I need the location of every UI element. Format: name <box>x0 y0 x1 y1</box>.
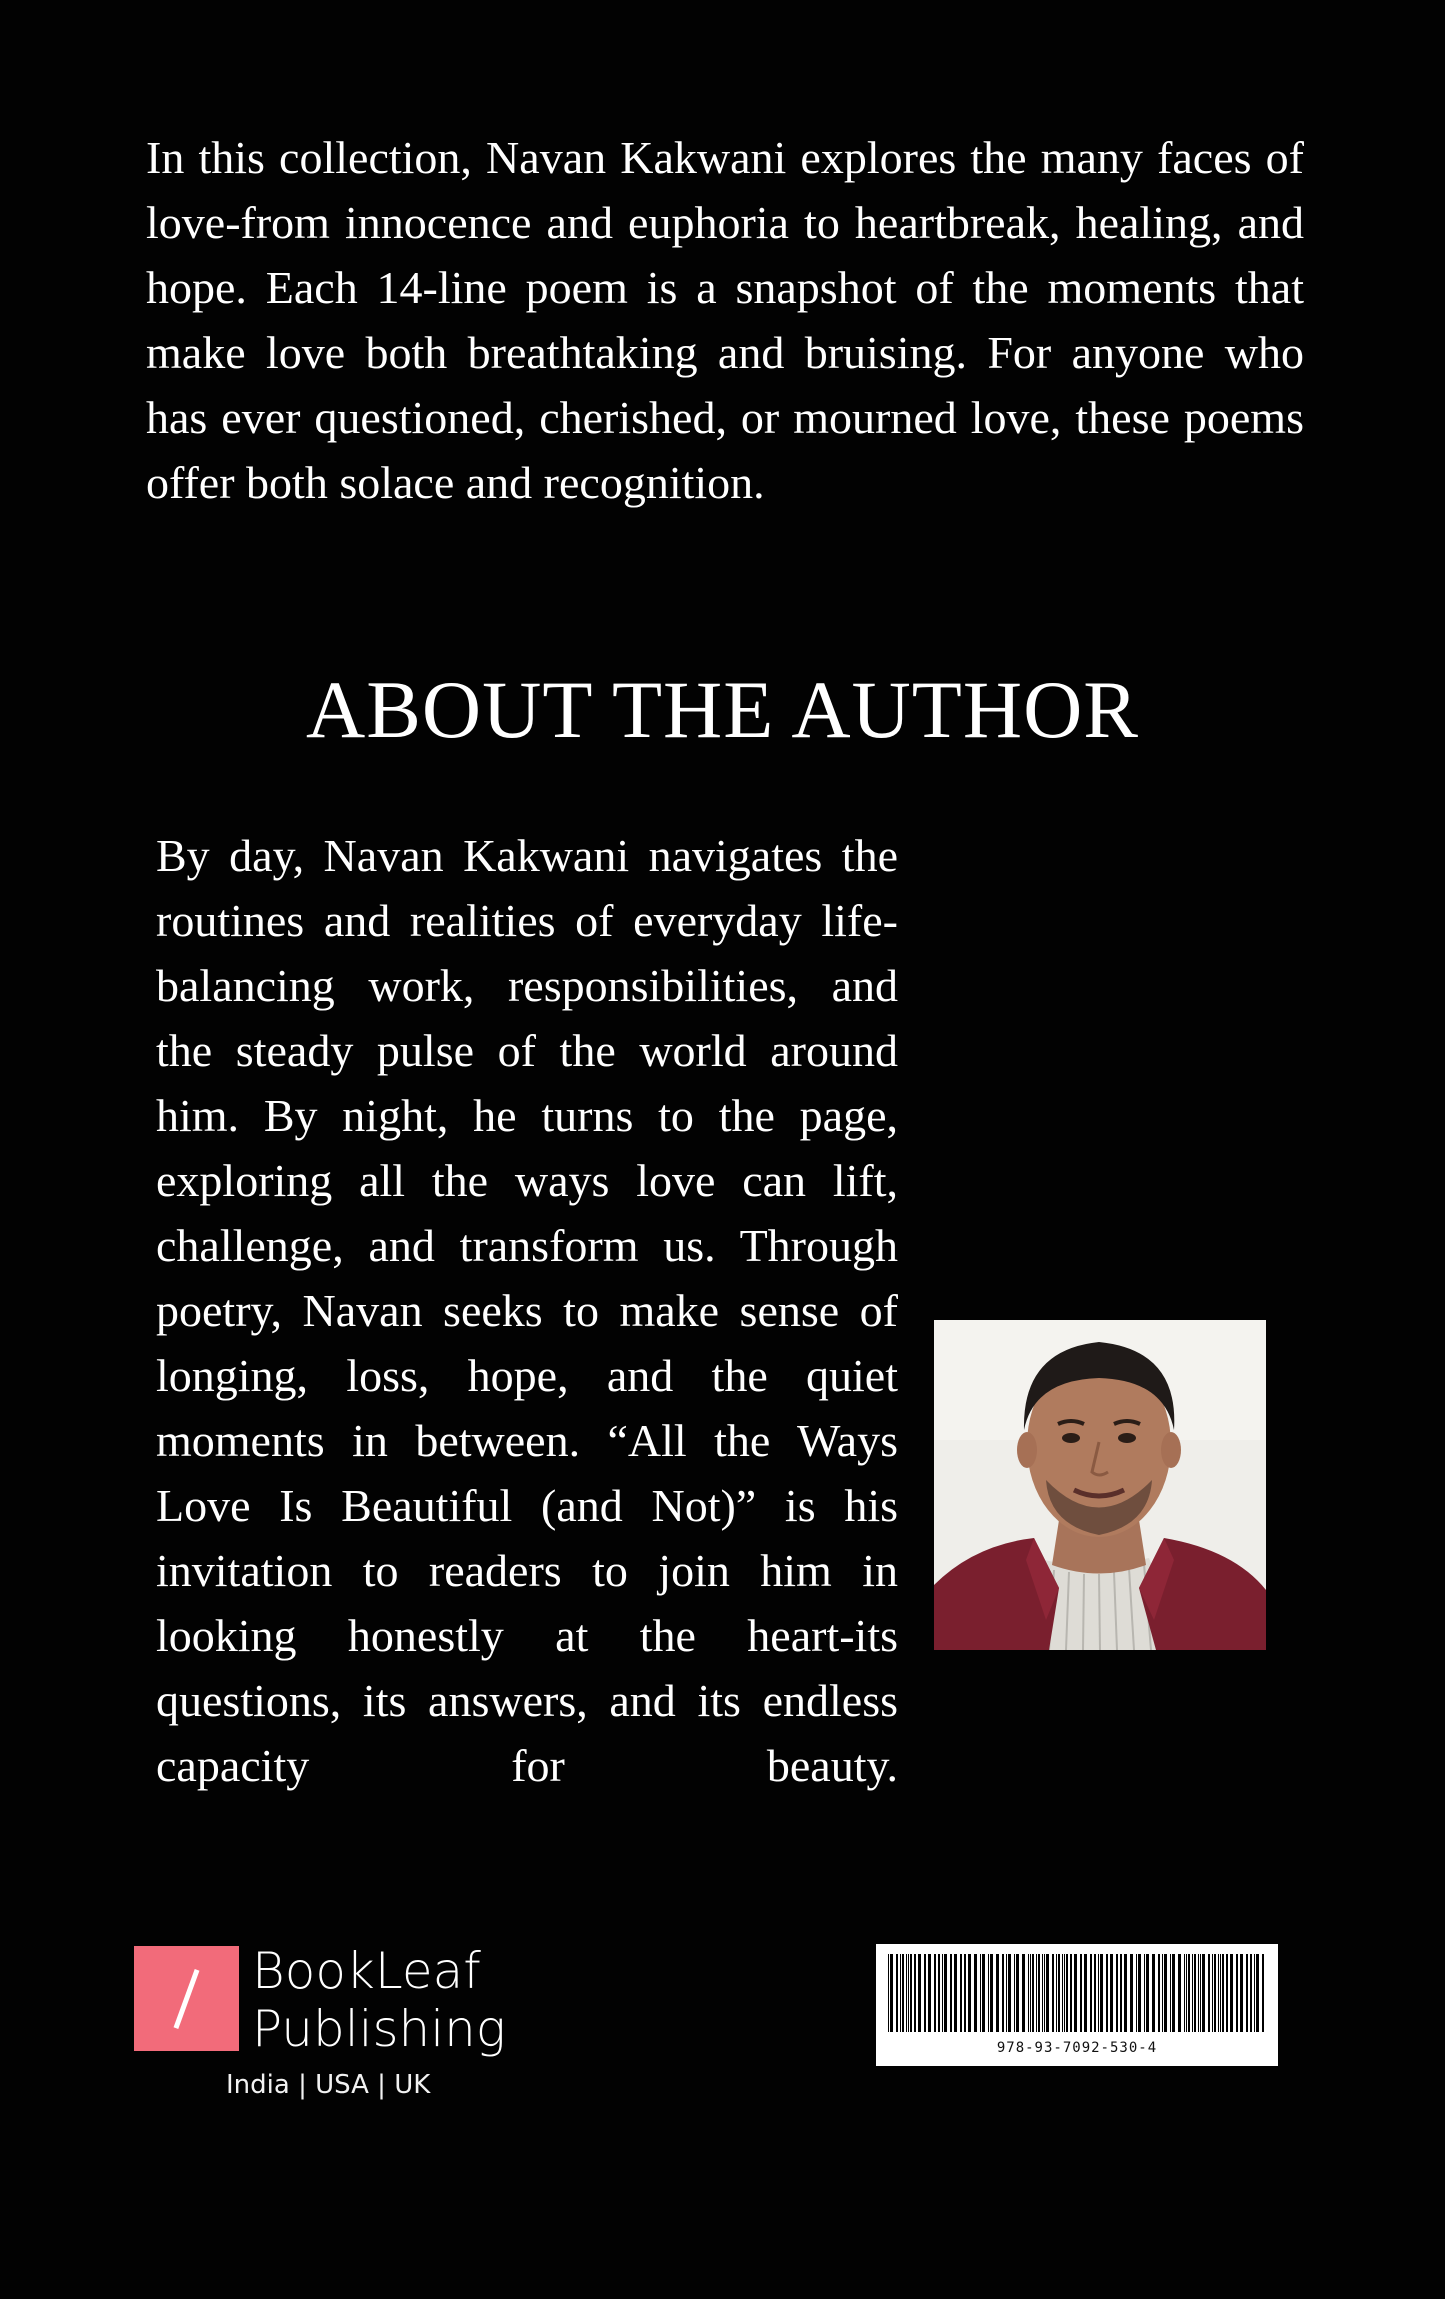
isbn-barcode <box>876 1944 1278 2066</box>
barcode-bars-icon <box>876 1944 1278 2040</box>
publisher-name <box>252 1942 506 2058</box>
publisher-regions: India | USA | UK <box>226 2070 431 2100</box>
about-author-heading: ABOUT THE AUTHOR <box>306 664 1139 755</box>
bookleaf-slash-icon <box>134 1946 239 2051</box>
author-bio: By day, Navan Kakwani navigates the routines and realities of everyday life-balancing work, responsibilities, and the steady pulse of the world around him. By night, he turns to the page, exploring all the ways love can lift, challenge, and transform us. Through poetry, Navan seeks to make sense of longing, loss, hope, and the quiet moments in between. “All the Ways Love Is Beautiful (and Not)” is his invitation to readers to join him in looking honestly at the heart-its questions, its answers, and its endless capacity for beauty. <box>156 830 898 1791</box>
publisher-name-line1: BookLeaf <box>252 1942 481 2000</box>
author-photo <box>934 1320 1266 1650</box>
back-cover-blurb: In this collection, Navan Kakwani explores the many faces of love-from innocence and euphoria to heartbreak, healing, and hope. Each 14-line poem is a snapshot of the moments that make love both breathtaking and bruising. For anyone who has ever questioned, cherished, or mourned love, these poems offer both solace and recognition. <box>146 132 1304 508</box>
publisher-name-line2: Publishing <box>252 2000 506 2058</box>
isbn-number: 978-93-7092-530-4 <box>996 2040 1158 2056</box>
publisher-logo <box>134 1942 554 2112</box>
